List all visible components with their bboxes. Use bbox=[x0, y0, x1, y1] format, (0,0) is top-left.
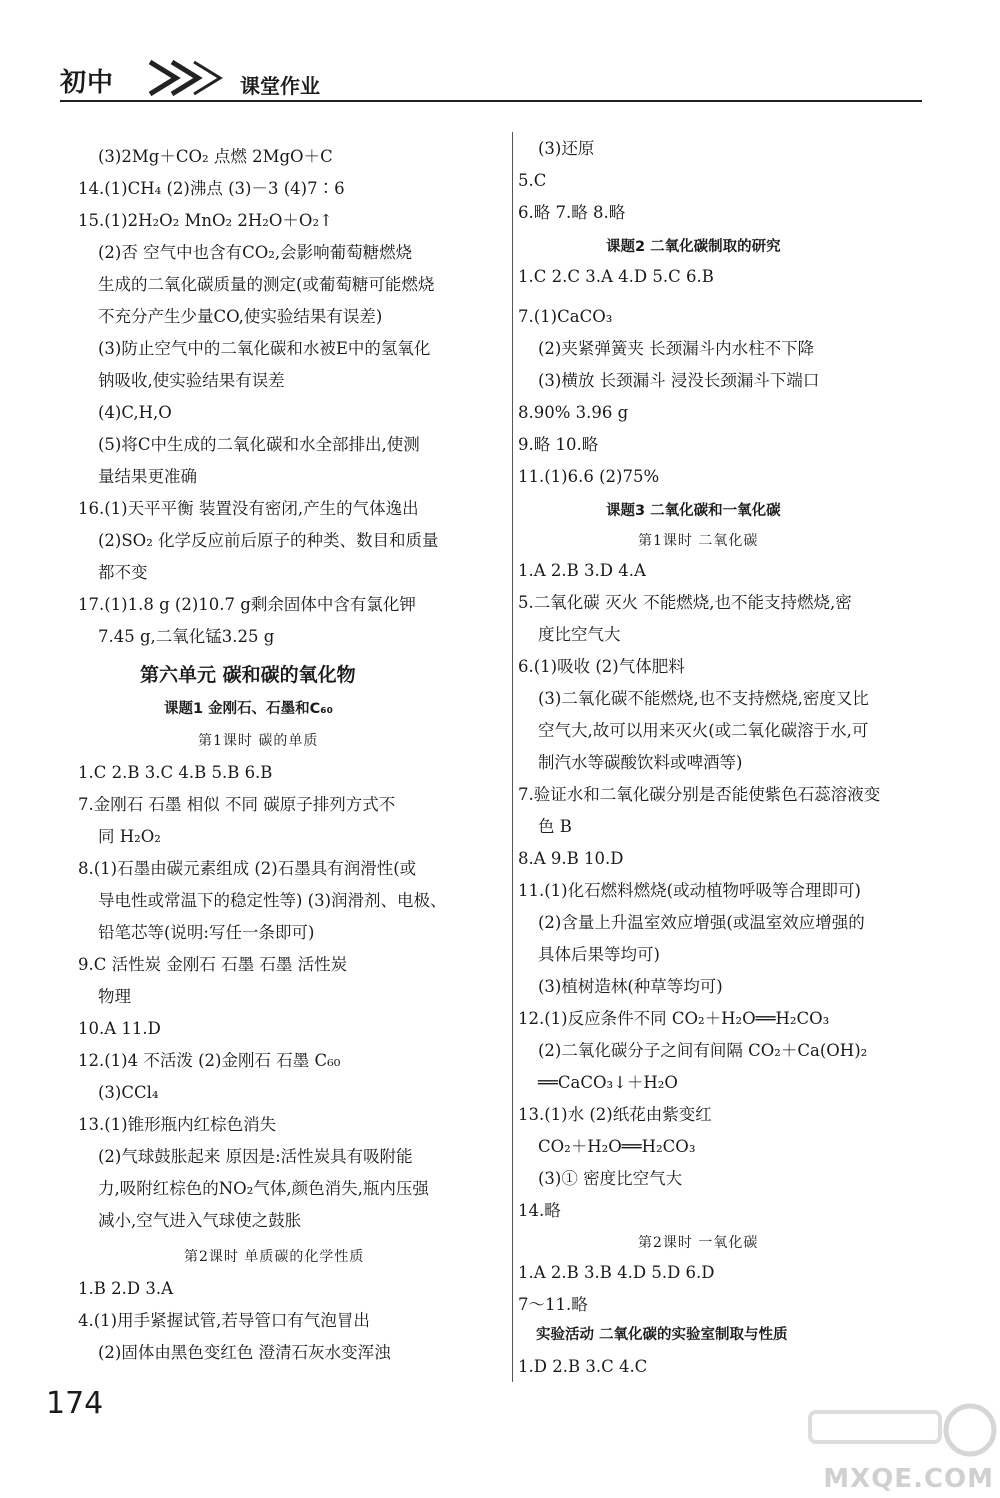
class-period-title: 第1课时 碳的单质 bbox=[198, 733, 319, 749]
answer-line: 钠吸收,使实验结果有误差 bbox=[98, 371, 285, 390]
answer-line: 制汽水等碳酸饮料或啤酒等) bbox=[538, 753, 743, 772]
answer-line: (2)固体由黑色变红色 澄清石灰水变浑浊 bbox=[98, 1343, 391, 1362]
page-number: 174 bbox=[46, 1386, 104, 1421]
answer-line: 9.略 10.略 bbox=[518, 435, 599, 454]
answer-line: 5.C bbox=[518, 171, 547, 190]
page-header bbox=[60, 56, 922, 100]
answer-line: 16.(1)天平平衡 装置没有密闭,产生的气体逸出 bbox=[78, 499, 419, 518]
answer-line: (5)将C中生成的二氧化碳和水全部排出,使测 bbox=[98, 435, 420, 454]
watermark bbox=[790, 1400, 1000, 1498]
answer-line: (2)SO₂ 化学反应前后原子的种类、数目和质量 bbox=[98, 531, 439, 550]
answer-line: (2)气球鼓胀起来 原因是:活性炭具有吸附能 bbox=[98, 1147, 413, 1166]
answer-line: 同 H₂O₂ bbox=[98, 827, 161, 846]
answer-line: 7.金刚石 石墨 相似 不同 碳原子排列方式不 bbox=[78, 795, 396, 814]
double-chevron-icon bbox=[142, 58, 232, 98]
answer-line: 导电性或常温下的稳定性等) (3)润滑剂、电极、 bbox=[98, 891, 447, 910]
answer-line: (2)含量上升温室效应增强(或温室效应增强的 bbox=[538, 913, 865, 932]
answer-line: (3)植树造林(种草等均可) bbox=[538, 977, 723, 996]
answer-line: 1.A 2.B 3.B 4.D 5.D 6.D bbox=[518, 1263, 715, 1282]
answer-line: 13.(1)水 (2)纸花由紫变红 bbox=[518, 1105, 712, 1124]
class-period-title: 第2课时 一氧化碳 bbox=[638, 1235, 759, 1251]
answer-line: 14.略 bbox=[518, 1201, 561, 1220]
answer-line: 12.(1)反应条件不同 CO₂＋H₂O══H₂CO₃ bbox=[518, 1009, 830, 1028]
answer-line: 7～11.略 bbox=[518, 1295, 588, 1314]
class-period-title: 第1课时 二氧化碳 bbox=[638, 533, 759, 549]
answer-line: (2)否 空气中也含有CO₂,会影响葡萄糖燃烧 bbox=[98, 243, 413, 262]
answer-line: (3)防止空气中的二氧化碳和水被E中的氢氧化 bbox=[98, 339, 431, 358]
answer-line: 10.A 11.D bbox=[78, 1019, 161, 1038]
answer-line: 14.(1)CH₄ (2)沸点 (3)－3 (4)7∶6 bbox=[78, 179, 345, 198]
answer-line: 8.(1)石墨由碳元素组成 (2)石墨具有润滑性(或 bbox=[78, 859, 417, 878]
answer-line: 色 B bbox=[538, 817, 572, 836]
unit-title: 第六单元 碳和碳的氧化物 bbox=[140, 664, 356, 686]
answer-line: 减小,空气进入气球使之鼓胀 bbox=[98, 1211, 302, 1230]
lesson-title: 课题3 二氧化碳和一氧化碳 bbox=[606, 503, 781, 519]
answer-line: 5.二氧化碳 灭火 不能燃烧,也不能支持燃烧,密 bbox=[518, 593, 852, 612]
answer-line: 11.(1)6.6 (2)75% bbox=[518, 467, 660, 486]
answer-line: 力,吸附红棕色的NO₂气体,颜色消失,瓶内压强 bbox=[98, 1179, 429, 1198]
watermark-text: MXQE.COM bbox=[823, 1464, 994, 1494]
answer-line: 7.验证水和二氧化碳分别是否能使紫色石蕊溶液变 bbox=[518, 785, 881, 804]
answer-line: 15.(1)2H₂O₂ MnO₂ 2H₂O＋O₂↑ bbox=[78, 211, 333, 230]
lesson-title: 课题2 二氧化碳制取的研究 bbox=[606, 239, 781, 255]
answer-line: 1.B 2.D 3.A bbox=[78, 1279, 173, 1298]
answer-line: 4.(1)用手紧握试管,若导管口有气泡冒出 bbox=[78, 1311, 370, 1330]
answer-line: CO₂＋H₂O══H₂CO₃ bbox=[538, 1137, 696, 1156]
answer-line: 1.A 2.B 3.D 4.A bbox=[518, 561, 646, 580]
answer-line: (3)2Mg＋CO₂ 点燃 2MgO＋C bbox=[98, 147, 333, 166]
answer-line: (3)CCl₄ bbox=[98, 1083, 159, 1102]
answer-line: 生成的二氧化碳质量的测定(或葡萄糖可能燃烧 bbox=[98, 275, 435, 294]
answer-line: (3)横放 长颈漏斗 浸没长颈漏斗下端口 bbox=[538, 371, 820, 390]
answer-line: 度比空气大 bbox=[538, 625, 621, 644]
answer-line: 量结果更准确 bbox=[98, 467, 197, 486]
answer-line: 8.A 9.B 10.D bbox=[518, 849, 624, 868]
answer-line: (3)① 密度比空气大 bbox=[538, 1169, 683, 1188]
answer-line: 13.(1)锥形瓶内红棕色消失 bbox=[78, 1115, 277, 1134]
answer-line: 物理 bbox=[98, 987, 131, 1006]
class-period-title: 第2课时 单质碳的化学性质 bbox=[184, 1249, 365, 1265]
answer-line: 都不变 bbox=[98, 563, 148, 582]
answer-line: 17.(1)1.8 g (2)10.7 g剩余固体中含有氯化钾 bbox=[78, 595, 416, 614]
answer-line: 8.90% 3.96 g bbox=[518, 403, 629, 422]
column-divider bbox=[512, 132, 513, 1382]
header-badge: 初中 bbox=[60, 68, 115, 98]
answer-line: 7.45 g,二氧化锰3.25 g bbox=[98, 627, 275, 646]
watermark-logo-icon bbox=[790, 1400, 1000, 1460]
answer-line: (2)夹紧弹簧夹 长颈漏斗内水柱不下降 bbox=[538, 339, 815, 358]
header-rule bbox=[60, 100, 922, 102]
header-subtitle: 课堂作业 bbox=[240, 74, 320, 98]
answer-line: (2)二氧化碳分子之间有间隔 CO₂＋Ca(OH)₂ bbox=[538, 1041, 868, 1060]
lesson-title: 课题1 金刚石、石墨和C₆₀ bbox=[164, 701, 333, 717]
answer-line: 11.(1)化石燃料燃烧(或动植物呼吸等合理即可) bbox=[518, 881, 861, 900]
answer-line: 铅笔芯等(说明:写任一条即可) bbox=[98, 923, 315, 942]
answer-line: 12.(1)4 不活泼 (2)金刚石 石墨 C₆₀ bbox=[78, 1051, 341, 1070]
answer-line: 1.C 2.B 3.C 4.B 5.B 6.B bbox=[78, 763, 273, 782]
answer-line: 6.略 7.略 8.略 bbox=[518, 203, 626, 222]
lesson-title: 实验活动 二氧化碳的实验室制取与性质 bbox=[536, 1327, 788, 1343]
answer-line: 6.(1)吸收 (2)气体肥料 bbox=[518, 657, 685, 676]
answer-line: (3)还原 bbox=[538, 139, 595, 158]
answer-line: 7.(1)CaCO₃ bbox=[518, 307, 613, 326]
answer-line: 不充分产生少量CO,使实验结果有误差) bbox=[98, 307, 383, 326]
answer-line: 空气大,故可以用来灭火(或二氧化碳溶于水,可 bbox=[538, 721, 869, 740]
answer-line: 1.C 2.C 3.A 4.D 5.C 6.B bbox=[518, 267, 714, 286]
answer-line: ══CaCO₃↓＋H₂O bbox=[538, 1073, 678, 1092]
answer-line: 1.D 2.B 3.C 4.C bbox=[518, 1357, 648, 1376]
answer-line: (4)C,H,O bbox=[98, 403, 172, 422]
answer-line: 具体后果等均可) bbox=[538, 945, 660, 964]
answer-line: (3)二氧化碳不能燃烧,也不支持燃烧,密度又比 bbox=[538, 689, 869, 708]
answer-line: 9.C 活性炭 金刚石 石墨 石墨 活性炭 bbox=[78, 955, 348, 974]
